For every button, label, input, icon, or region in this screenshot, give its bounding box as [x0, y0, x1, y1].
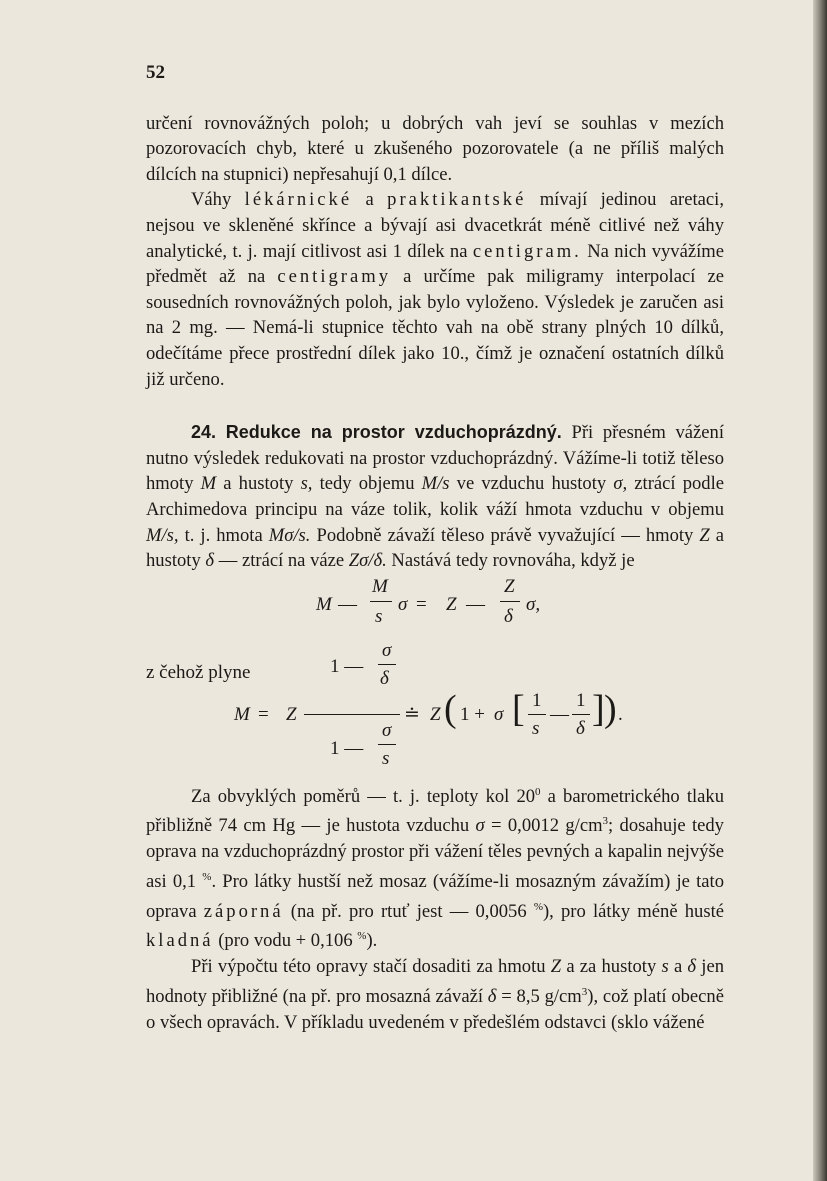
paragraph-5: Při výpočtu této opravy stačí dosaditi za hmotu Z a za hustoty s a δ jen hodnoty přibližné (na př. pro mosazná závaží δ = 8,5 $g/cm^3$), což platí obecně o všech opravách. V příkladu uvedeném v předešlém odstavci (sklo vážené [146, 956, 725, 1033]
section-title: Redukce na prostor vzduchoprázdný. [225, 422, 562, 443]
page-number: 52 [146, 62, 165, 83]
page-edge-shadow [813, 0, 827, 1181]
equilibrium-equation: M — M s σ = Z — Z δ σ, [316, 575, 541, 627]
mass-reduction-equation: z čehož plyne 1 — σ δ M = Z 1 — σ s ≐ Z ( 1 + σ [ 1 s — 1 δ ] ) . [146, 639, 623, 769]
paragraph-2: Váhy lékárnické a praktikantské mívají jedinou aretaci, nejsou ve skleněné skřínce a bývají asi dvacetkrát méně citlivé než váhy analytické, t. j. mají citlivost asi 1 dílek na centigram. Na nich vyvážíme předmět až na centigramy a určíme pak miligramy interpolací ze sousedních rovnovážných poloh, jak bylo vyloženo. Výsledek je zaručen asi na 2 mg. — Nemá-li stupnice těchto vah na obě strany plných 10 dílků, odečítáme přece prostřední dílek jako 10., čímž je označení ostatních dílků již určeno. [146, 189, 724, 390]
section-24-paragraph: 24. Redukce na prostor vzduchoprázdný. Při přesném vážení nutno výsledek redukovati na prostor vzduchoprázdný. Vážíme-li totiž těleso hmoty M a hustoty s, tedy objemu M/s ve vzduchu hustoty σ, ztrácí podle Archimedova principu na váze tolik, kolik váží hmota vzduchu v objemu M/s, t. j. hmota Mσ/s. Podobně závaží těleso právě vyvažující — hmoty Z a hustoty δ — ztrácí na váze Zσ/δ. Nastává tedy rovnováha, když je [146, 422, 725, 572]
paragraph-4: Za obvyklých poměrů — t. j. teploty kol $20^0$ a barometrického tlaku přibližně 74 cm Hg — je hustota vzduchu σ = 0,0012 $g/cm^3$; dosahuje tedy oprava na vzduchoprázdný prostor při vážení těles pevných a kapalin nejvýše asi 0,1 %. Pro látky hustší než mosaz (vážíme-li mosazným závažím) je tato oprava záporná (na př. pro rtuť jest — 0,0056 %), pro látky méně husté kladná (pro vodu + 0,106 %). [146, 785, 724, 952]
from-which-label: z čehož plyne [146, 661, 251, 683]
book-page [146, 60, 724, 1035]
paragraph-1: určení rovnovážných poloh; u dobrých vah jeví se souhlas v mezích pozorovacích chyb, které u zkušeného pozorovatele (a ne příliš malých dílcích na stupnici) nepřesahují 0,1 dílce. [146, 112, 724, 185]
section-number: 24. [191, 422, 217, 443]
